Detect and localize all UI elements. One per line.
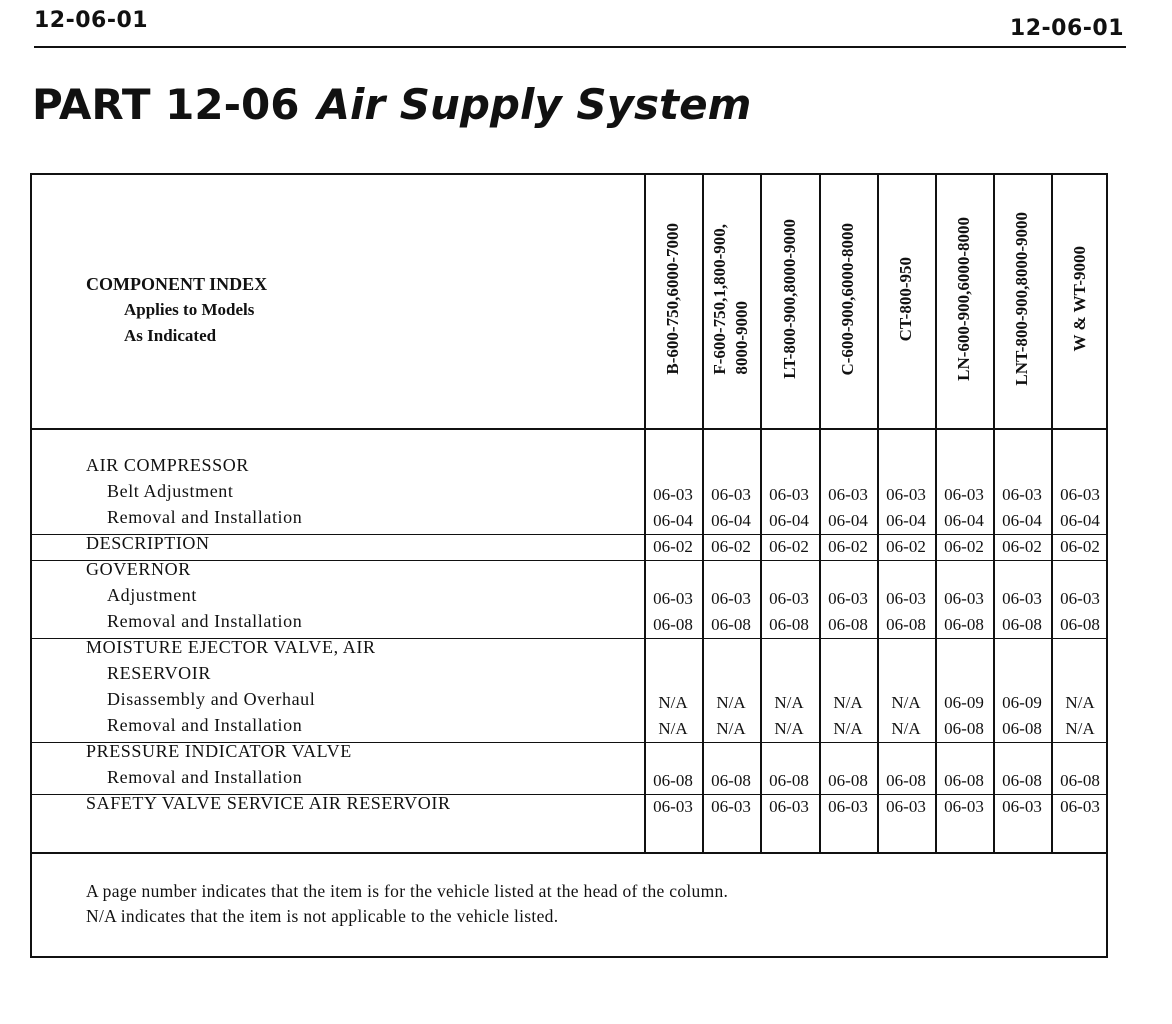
item-label: Belt Adjustment	[107, 481, 234, 501]
index-subtitle-line1: Applies to Models	[124, 300, 255, 319]
page-reference-cell: N/A	[774, 719, 804, 738]
row-divider	[32, 560, 1108, 561]
footnote-page-number: A page number indicates that the item is for the vehicle listed at the head of the column.	[86, 881, 729, 901]
section-label: PRESSURE INDICATOR VALVE	[86, 741, 352, 761]
column-header-model	[760, 181, 819, 417]
page-reference-cell: 06-02	[1002, 537, 1042, 556]
page-reference-cell: N/A	[891, 719, 921, 738]
column-header-label: CT-800-950	[896, 256, 915, 342]
part-name: Air Supply System	[317, 80, 752, 129]
header-divider	[32, 428, 1108, 430]
column-header-model	[877, 181, 935, 417]
page-reference-cell: 06-04	[1002, 511, 1042, 530]
page-reference-cell: N/A	[716, 719, 746, 738]
page-reference-cell: 06-04	[769, 511, 809, 530]
page-reference-cell: 06-03	[944, 589, 984, 608]
page-reference-cell: 06-02	[769, 537, 809, 556]
page-reference-cell: 06-04	[1060, 511, 1100, 530]
table-bottom-rule	[32, 852, 1108, 854]
page-reference-cell: 06-04	[828, 511, 868, 530]
page-reference-cell: 06-03	[1002, 589, 1042, 608]
item-label: Adjustment	[107, 585, 197, 605]
page-reference-cell: 06-08	[828, 771, 868, 790]
item-label: Removal and Installation	[107, 715, 303, 735]
page-reference-cell: 06-04	[653, 511, 693, 530]
page-reference-cell: 06-03	[1002, 485, 1042, 504]
page-reference-cell: 06-03	[886, 797, 926, 816]
column-header-label: B-600-750,6000-7000	[663, 223, 682, 375]
column-header-label: C-600-900,6000-8000	[838, 222, 857, 376]
column-header-model	[644, 181, 702, 417]
footnotes	[86, 879, 728, 929]
column-header-model	[819, 181, 877, 417]
page-reference-cell: N/A	[1065, 693, 1095, 712]
page-reference-cell: 06-08	[886, 615, 926, 634]
section-label: GOVERNOR	[86, 559, 191, 579]
page-reference-cell: 06-04	[944, 511, 984, 530]
page-reference-cell: 06-08	[944, 771, 984, 790]
page-reference-cell: 06-03	[769, 589, 809, 608]
column-header-model	[993, 181, 1051, 417]
page-reference-cell: 06-08	[886, 771, 926, 790]
page-reference-cell: 06-04	[886, 511, 926, 530]
section-label: DESCRIPTION	[86, 533, 210, 553]
page-reference-cell: 06-03	[944, 797, 984, 816]
section-label: AIR COMPRESSOR	[86, 455, 249, 475]
column-header-label: LN-600-900,6000-8000	[954, 217, 973, 381]
page-reference-cell: 06-08	[769, 771, 809, 790]
page-reference-cell: N/A	[716, 693, 746, 712]
page-reference-cell: 06-08	[769, 615, 809, 634]
column-header-label: W & WT-9000	[1069, 246, 1089, 352]
page-reference-cell: 06-03	[1060, 485, 1100, 504]
item-label: Removal and Installation	[107, 767, 303, 787]
page-reference-cell: 06-03	[828, 589, 868, 608]
column-header-model	[702, 181, 760, 417]
page-reference-cell: 06-09	[944, 693, 984, 712]
page-reference-cell: 06-03	[1002, 797, 1042, 816]
item-label: RESERVOIR	[107, 663, 211, 683]
page-reference-cell: 06-09	[1002, 693, 1042, 712]
column-header-label: F-600-750,1,800-900, 8000-9000	[710, 223, 751, 375]
index-title: COMPONENT INDEX	[86, 274, 268, 294]
page-reference-cell: 06-03	[769, 797, 809, 816]
page-reference-cell: 06-03	[711, 797, 751, 816]
page-reference-cell: N/A	[774, 693, 804, 712]
item-label: Removal and Installation	[107, 611, 303, 631]
page-reference-cell: 06-03	[711, 589, 751, 608]
page-number-right: 12-06-01	[1009, 16, 1124, 41]
page-reference-cell: 06-02	[1060, 537, 1100, 556]
page-title	[32, 80, 751, 129]
page-reference-cell: 06-02	[886, 537, 926, 556]
page-reference-cell: 06-08	[653, 771, 693, 790]
page-reference-cell: 06-03	[1060, 797, 1100, 816]
page-reference-cell: 06-08	[711, 615, 751, 634]
page-reference-cell: 06-04	[711, 511, 751, 530]
component-index-heading	[86, 271, 267, 349]
index-table	[32, 175, 1106, 852]
column-header-model	[1051, 181, 1108, 417]
column-header-model	[935, 181, 993, 417]
page-reference-cell: 06-08	[1002, 719, 1042, 738]
page-reference-cell: 06-03	[653, 485, 693, 504]
page-reference-cell: 06-02	[828, 537, 868, 556]
header-rule	[34, 46, 1126, 48]
page-reference-cell: 06-08	[1002, 771, 1042, 790]
page-reference-cell: 06-03	[653, 797, 693, 816]
page-reference-cell: 06-02	[711, 537, 751, 556]
page-reference-cell: 06-03	[828, 485, 868, 504]
item-label: Disassembly and Overhaul	[107, 689, 316, 709]
index-subtitle-line2: As Indicated	[124, 326, 217, 345]
page-reference-cell: 06-03	[653, 589, 693, 608]
component-index-box	[30, 173, 1108, 958]
page-reference-cell: N/A	[833, 719, 863, 738]
section-label: SAFETY VALVE SERVICE AIR RESERVOIR	[86, 793, 451, 813]
item-label: Removal and Installation	[107, 507, 303, 527]
page-number-left: 12-06-01	[34, 8, 149, 33]
part-number: PART 12-06	[32, 80, 300, 129]
page-reference-cell: 06-08	[1002, 615, 1042, 634]
page-reference-cell: 06-03	[886, 589, 926, 608]
page-reference-cell: 06-08	[944, 615, 984, 634]
page-reference-cell: 06-08	[1060, 771, 1100, 790]
page-reference-cell: N/A	[891, 693, 921, 712]
page-reference-cell: 06-08	[1060, 615, 1100, 634]
page-reference-cell: 06-08	[711, 771, 751, 790]
page-reference-cell: 06-02	[944, 537, 984, 556]
page-reference-cell: 06-03	[1060, 589, 1100, 608]
footnote-na: N/A indicates that the item is not applicable to the vehicle listed.	[86, 906, 559, 926]
page-reference-cell: N/A	[833, 693, 863, 712]
page-reference-cell: N/A	[658, 693, 688, 712]
page-reference-cell: N/A	[658, 719, 688, 738]
page-reference-cell: 06-02	[653, 537, 693, 556]
page-reference-cell: 06-03	[886, 485, 926, 504]
page-reference-cell: 06-03	[944, 485, 984, 504]
page-reference-cell: 06-08	[653, 615, 693, 634]
page-reference-cell: N/A	[1065, 719, 1095, 738]
page-reference-cell: 06-08	[944, 719, 984, 738]
page-reference-cell: 06-03	[769, 485, 809, 504]
page-reference-cell: 06-08	[828, 615, 868, 634]
section-label: MOISTURE EJECTOR VALVE, AIR	[86, 637, 376, 657]
column-header-label: LNT-800-900,8000-9000	[1012, 212, 1031, 386]
column-header-label: LT-800-900,8000-9000	[779, 219, 799, 379]
page-reference-cell: 06-03	[828, 797, 868, 816]
page-reference-cell: 06-03	[711, 485, 751, 504]
